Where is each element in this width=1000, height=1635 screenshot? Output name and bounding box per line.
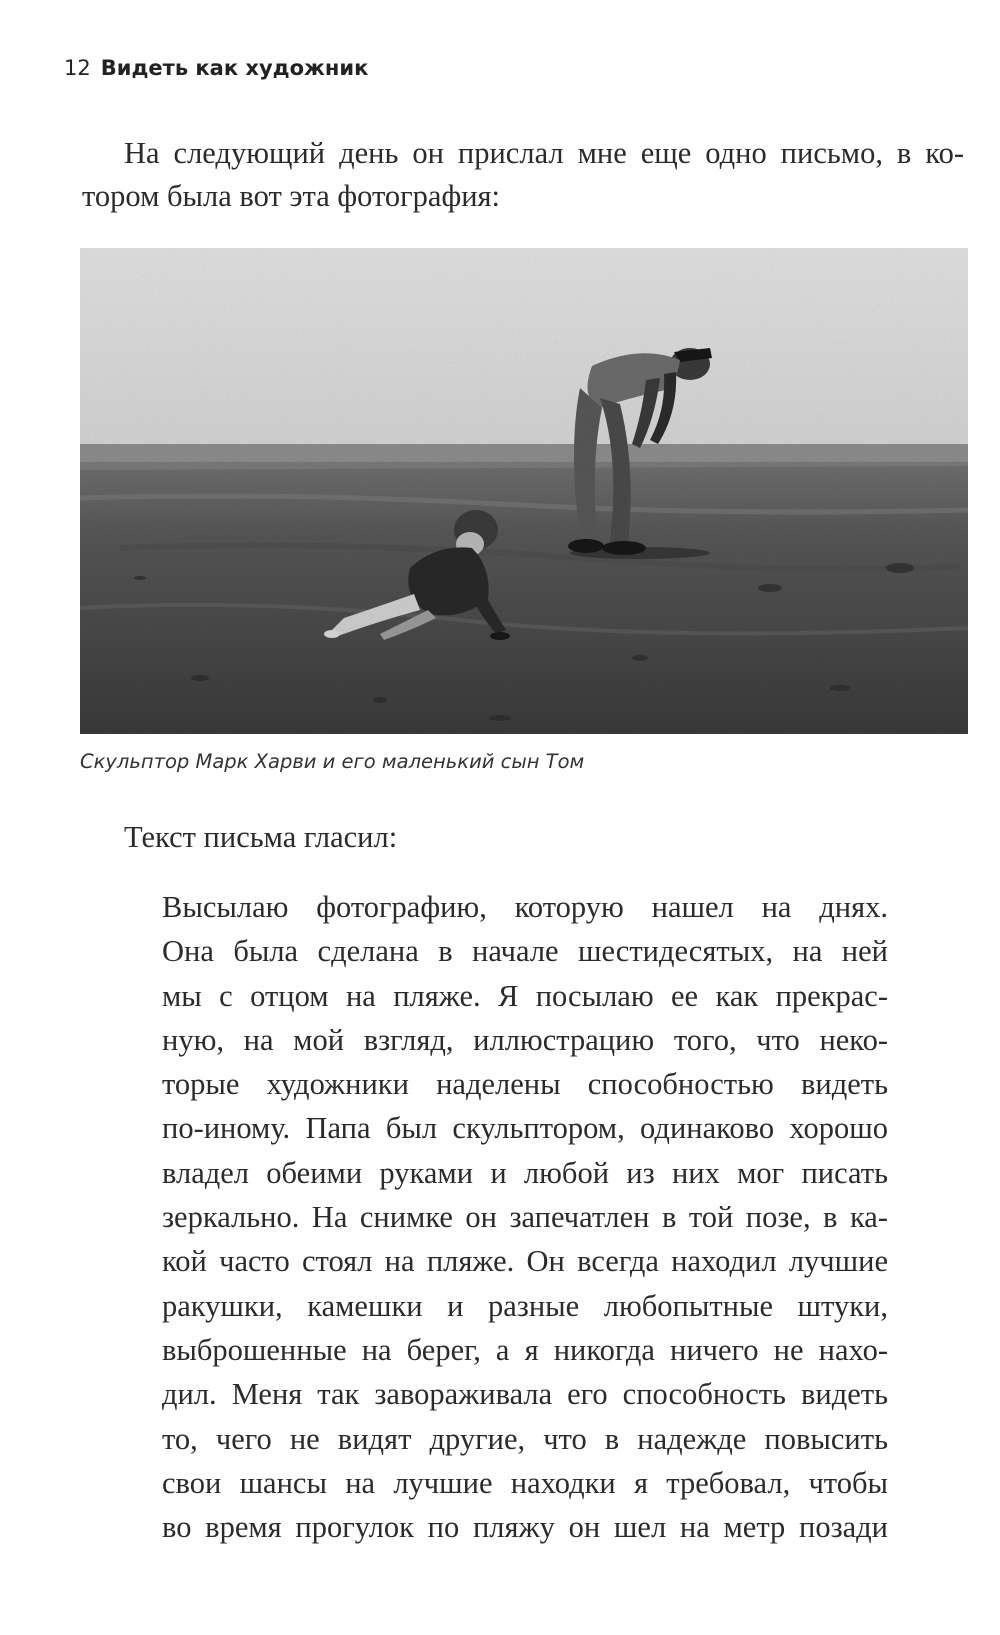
lead-paragraph: Текст письма гласил: (124, 820, 398, 854)
quote-line: ракушки, камешки и разные любопытные штуки, (162, 1288, 888, 1323)
quote-line: Высылаю фотографию, которую нашел на днях. (162, 890, 888, 924)
quote-line: то, чего не видят другие, что в надежде повысить (162, 1421, 888, 1456)
beach-photograph (80, 248, 968, 734)
intro-line: тором была вот эта фотография: (82, 179, 501, 213)
quote-line: кой часто стоял на пляже. Он всегда находил лучшие (162, 1244, 888, 1279)
running-header (64, 56, 368, 80)
quoted-letter (162, 885, 888, 1549)
quote-line: зеркально. На снимке он запечатлен в той позе, в ка- (162, 1200, 888, 1235)
quote-line: владел обеими руками и любой из них мог писать (162, 1155, 888, 1190)
quote-line: дил. Меня так завораживала его способность видеть (162, 1377, 888, 1412)
quote-line: во время прогулок по пляжу он шел на метр позади (162, 1510, 888, 1545)
quote-line: свои шансы на лучшие находки я требовал, чтобы (162, 1465, 888, 1500)
quote-line: Она была сделана в начале шестидесятых, на ней (162, 934, 888, 969)
quote-line: по-иному. Папа был скульптором, одинаково хорошо (162, 1111, 888, 1146)
intro-line: На следующий день он прислал мне еще одно письмо, в ко- (124, 136, 964, 170)
intro-paragraph (82, 132, 964, 218)
page-number: 12 (64, 56, 91, 80)
quote-line: мы с отцом на пляже. Я посылаю ее как прекрас- (162, 978, 888, 1013)
running-title: Видеть как художник (100, 56, 369, 80)
quote-line: ную, на мой взгляд, иллюстрацию того, что неко- (162, 1022, 888, 1057)
photo-caption: Скульптор Марк Харви и его маленький сын Том (80, 750, 585, 773)
quote-line: выброшенные на берег, а я никогда ничего не нахо- (162, 1332, 888, 1367)
photo-illustration (80, 248, 968, 734)
quote-line: торые художники наделены способностью видеть (162, 1067, 888, 1102)
